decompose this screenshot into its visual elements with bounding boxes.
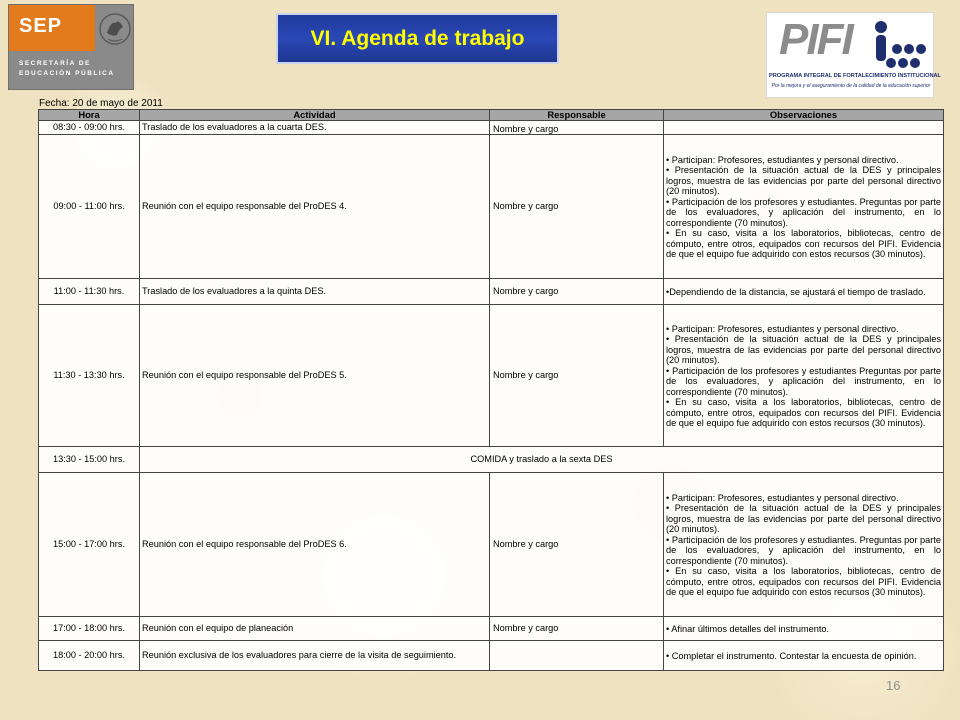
cell-observaciones — [664, 617, 944, 641]
sep-logo-top — [9, 5, 133, 51]
observation-item: • Participan: Profesores, estudiantes y personal directivo. — [666, 492, 899, 503]
observation-item: • Afinar últimos detalles del instrumento. — [666, 623, 830, 634]
sep-name-line1: SECRETARÍA DE — [19, 60, 91, 67]
cell-responsable: Nombre y cargo — [490, 473, 664, 617]
cell-responsable: Nombre y cargo — [490, 279, 664, 305]
page-title: VI. Agenda de trabajo — [310, 26, 525, 50]
agenda-table — [38, 109, 944, 671]
table-row — [39, 617, 944, 641]
observation-item: • Presentación de la situación actual de la DES y principales logros, muestra de las evidencias por parte del personal directivo (20 minutos). — [666, 503, 941, 534]
observation-item: • Participan: Profesores, estudiantes y personal directivo. — [666, 323, 899, 334]
eagle-seal-icon — [97, 9, 133, 49]
sep-acronym: SEP — [9, 5, 95, 51]
cell-actividad: Reunión con el equipo de planeación — [140, 617, 490, 641]
cell-hora: 15:00 - 17:00 hrs. — [39, 473, 140, 617]
cell-observaciones — [664, 305, 944, 447]
observation-item: • Completar el instrumento. Contestar la encuesta de opinión. — [666, 650, 917, 661]
pifi-slogan: Por la mejora y el aseguramiento de la calidad de la educación superior — [771, 83, 931, 89]
observation-item: •Dependiendo de la distancia, se ajustará el tiempo de traslado. — [666, 286, 926, 297]
observation-item: • Presentación de la situación actual de la DES y principales logros, muestra de las evidencias por parte del personal directivo (20 minutos). — [666, 165, 941, 196]
title-banner — [276, 13, 559, 64]
table-row — [39, 473, 944, 617]
cell-observaciones — [664, 473, 944, 617]
table-row — [39, 135, 944, 279]
cell-hora: 11:30 - 13:30 hrs. — [39, 305, 140, 447]
table-header-row — [39, 110, 944, 121]
table-row — [39, 641, 944, 671]
pifi-wordmark: PIFI — [779, 15, 852, 64]
cell-hora: 18:00 - 20:00 hrs. — [39, 641, 140, 671]
observation-item: • En su caso, visita a los laboratorios, bibliotecas, centro de cómputo, entre otros, equipados con recursos del PIFI. Evidencia de que el equipo fue adquirido con estos recursos (30 minutos). — [666, 397, 941, 428]
cell-observaciones — [664, 641, 944, 671]
header-actividad: Actividad — [140, 110, 490, 121]
table-row — [39, 279, 944, 305]
table-row — [39, 305, 944, 447]
observation-item: • Participación de los profesores y estudiantes. Preguntas por parte de los evaluadores, y aplicación del instrumento, en lo correspondiente (70 minutos). — [666, 534, 941, 566]
sep-logo — [8, 4, 134, 90]
cell-observaciones — [664, 279, 944, 305]
cell-hora: 17:00 - 18:00 hrs. — [39, 617, 140, 641]
table-row — [39, 447, 944, 473]
people-figures-icon — [871, 19, 931, 71]
sep-name-line2: EDUCACIÓN PÚBLICA — [19, 70, 115, 77]
cell-responsable: Nombre y cargo — [490, 617, 664, 641]
cell-actividad: Reunión exclusiva de los evaluadores para cierre de la visita de seguimiento. — [140, 641, 490, 671]
cell-hora: 11:00 - 11:30 hrs. — [39, 279, 140, 305]
cell-responsable: Nombre y cargo — [490, 121, 664, 135]
cell-observaciones — [664, 135, 944, 279]
cell-actividad: Traslado de los evaluadores a la quinta DES. — [140, 279, 490, 305]
cell-actividad: Traslado de los evaluadores a la cuarta DES. — [140, 121, 490, 135]
date-label: Fecha: 20 de mayo de 2011 — [39, 98, 163, 109]
cell-hora: 13:30 - 15:00 hrs. — [39, 447, 140, 473]
pifi-program-name: PROGRAMA INTEGRAL DE FORTALECIMIENTO INSTITUCIONAL — [769, 73, 941, 79]
cell-actividad: Reunión con el equipo responsable del ProDES 5. — [140, 305, 490, 447]
pifi-logo — [766, 12, 941, 98]
cell-responsable: Nombre y cargo — [490, 305, 664, 447]
observation-item: • Participación de los profesores y estudiantes Preguntas por parte de los evaluadores, y aplicación del instrumento, en lo correspondiente (70 minutos). — [666, 365, 941, 397]
cell-responsable — [490, 641, 664, 671]
observation-item: • En su caso, visita a los laboratorios, bibliotecas, centro de cómputo, entre otros, equipados con recursos del PIFI. Evidencia de que el equipo fue adquirido con estos recursos (30 minutos). — [666, 566, 941, 597]
observation-item: • En su caso, visita a los laboratorios, bibliotecas, centro de cómputo, entre otros, equipados con recursos del PIFI. Evidencia de que el equipo fue adquirido con estos recursos (30 minutos). — [666, 228, 941, 259]
cell-responsable: Nombre y cargo — [490, 135, 664, 279]
header-observaciones: Observaciones — [664, 110, 944, 121]
cell-actividad: Reunión con el equipo responsable del ProDES 6. — [140, 473, 490, 617]
observation-item: • Presentación de la situación actual de la DES y principales logros, muestra de las evidencias por parte del personal directivo (20 minutos). — [666, 334, 941, 365]
header-hora: Hora — [39, 110, 140, 121]
cell-actividad: Reunión con el equipo responsable del ProDES 4. — [140, 135, 490, 279]
header-responsable: Responsable — [490, 110, 664, 121]
cell-observaciones — [664, 121, 944, 135]
cell-merged-activity: COMIDA y traslado a la sexta DES — [140, 447, 944, 473]
slide-number: 16 — [886, 678, 901, 693]
cell-hora: 09:00 - 11:00 hrs. — [39, 135, 140, 279]
table-row — [39, 121, 944, 135]
observation-item: • Participan: Profesores, estudiantes y personal directivo. — [666, 154, 899, 165]
cell-hora: 08:30 - 09:00 hrs. — [39, 121, 140, 135]
sep-name — [19, 59, 115, 79]
observation-item: • Participación de los profesores y estudiantes. Preguntas por parte de los evaluadores, y aplicación del instrumento, en lo correspondiente (70 minutos). — [666, 196, 941, 228]
